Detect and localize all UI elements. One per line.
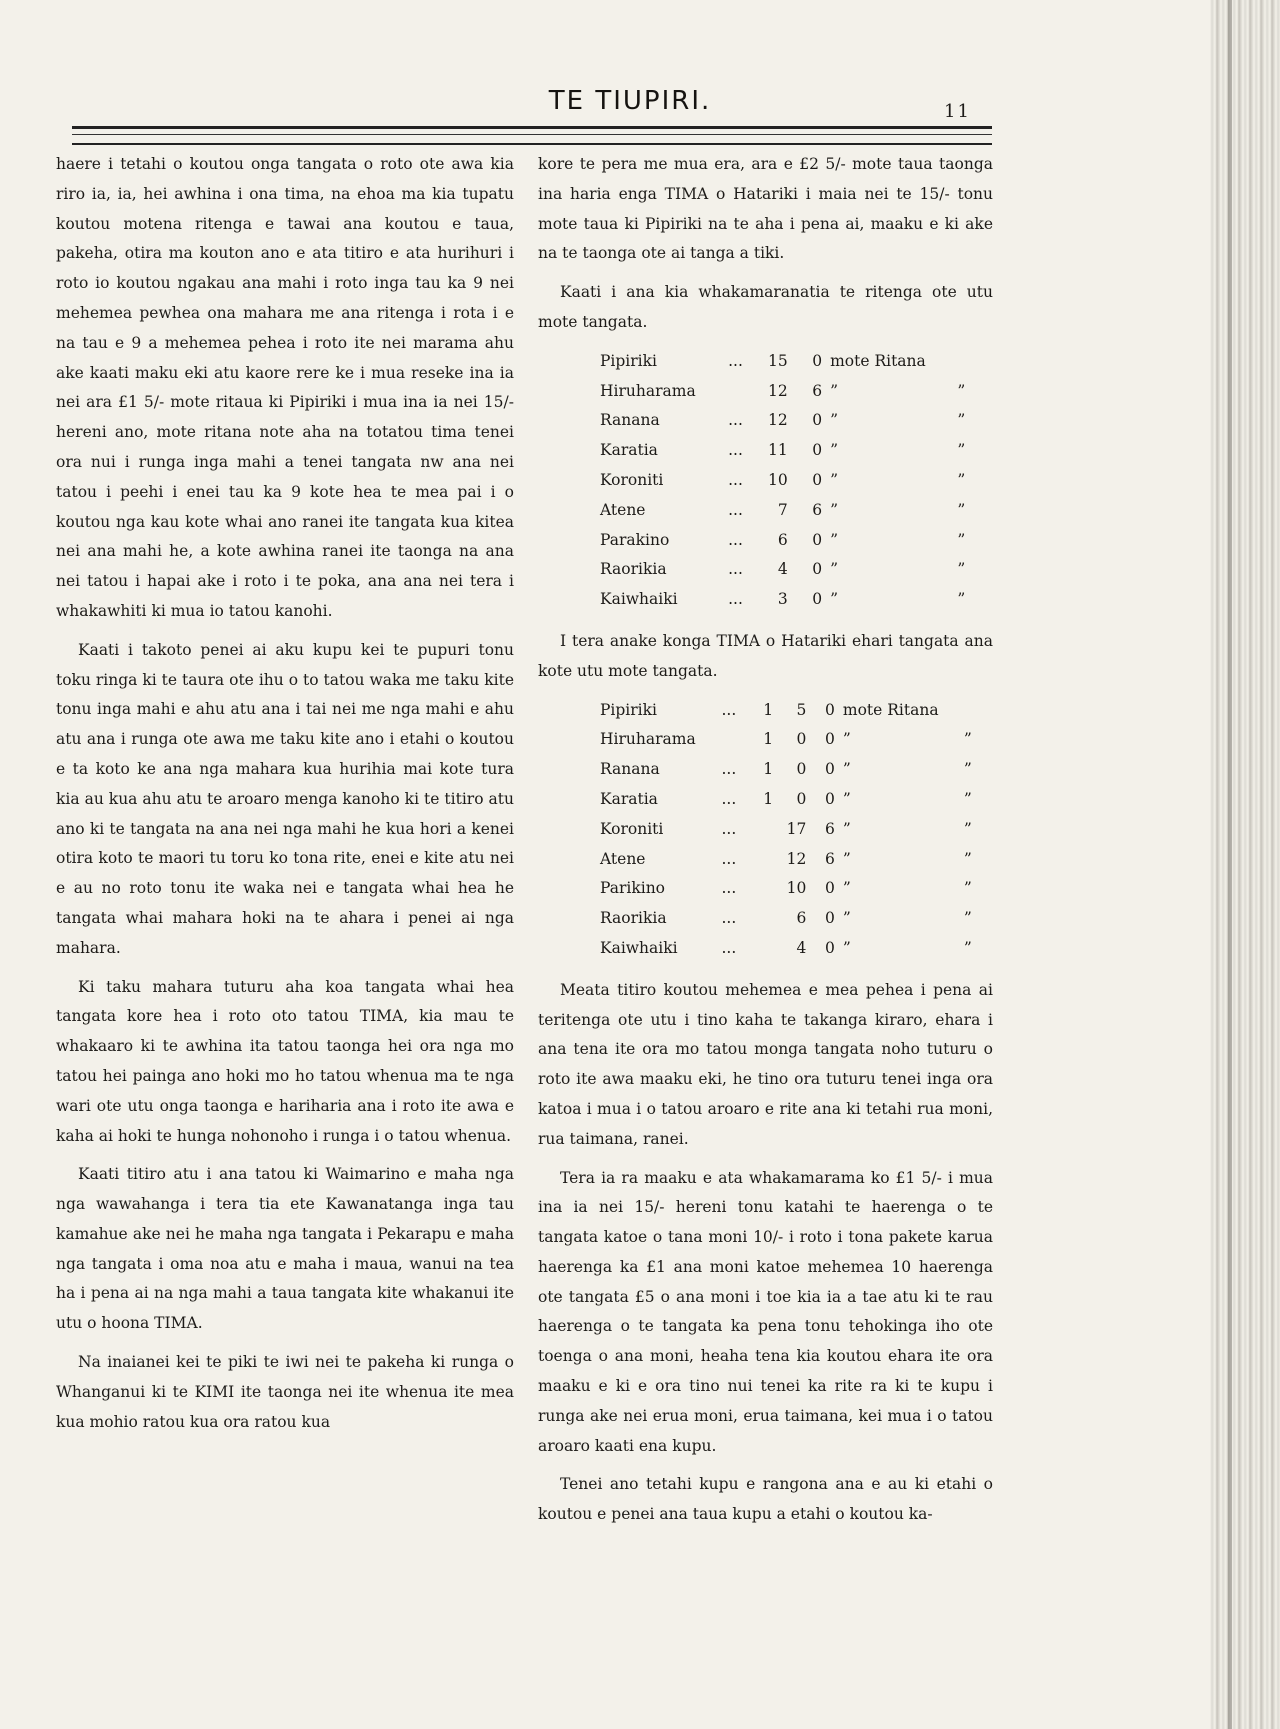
cell-place: Pipiriki [600,700,657,719]
cell-label: mote Ritana [830,351,926,370]
cell-dots: ... [721,700,737,719]
cell-ditto [943,696,993,726]
cell-a: 7 [777,500,788,519]
cell-c: 0 [825,700,835,719]
cell-b: 0 [796,789,807,808]
table-row [596,785,993,815]
table-row [596,845,993,875]
cell-a: 1 [763,730,774,749]
cell-place: Karatia [600,789,658,808]
cell-b: 0 [796,730,807,749]
cell-ditto: ” [963,819,972,838]
table-row [596,406,993,436]
page-number: 11 [944,101,971,122]
cell-a: 10 [768,470,788,489]
cell-b: 0 [812,351,823,370]
cell-b: 17 [786,819,807,838]
cell-label: ” [830,560,839,579]
cell-dots: ... [728,560,743,579]
fare-table-hatariki [596,696,993,964]
cell-a: 1 [763,789,774,808]
cell-label: ” [842,909,851,928]
cell-label: ” [830,500,839,519]
cell-b: 4 [796,938,807,957]
cell-place: Karatia [600,441,658,460]
cell-a [749,904,778,934]
cell-dots: ... [721,879,737,898]
cell-b: 10 [786,879,807,898]
header-rule-bottom [72,143,992,145]
cell-ditto: ” [957,381,966,400]
cell-ditto [930,347,993,377]
cell-c: 0 [825,909,835,928]
cell-place: Ranana [600,411,660,430]
cell-c: 0 [825,760,835,779]
cell-b: 12 [786,849,807,868]
cell-ditto: ” [957,530,966,549]
cell-ditto: ” [963,938,972,957]
scanned-page-edge-line [1228,0,1232,1729]
cell-c: 0 [825,730,835,749]
left-paragraph-1: haere i tetahi o koutou onga tangata o roto ote awa kia riro ia, ia, hei awhina i ona tima, na ehoa ma kia tupatu koutou motena ritenga e tawai ana koutou e taua, pakeha, otira ma kouton ano e ata titiro e ata hurihuri i roto io koutou ngakau ana mahi i roto inga tau ka 9 nei mehemea pewhea ona mahara me ana ritenga i rota i e na tau e 9 a mehemea pehea i roto ite nei marama ahu ake kaati maku eki atu kaore rere ke i mua reseke ina ia nei ara £1 5/- mote ritaua ki Pipiriki i mua ina ia nei 15/- hereni ano, mote ritana note aha na totatou tima tenei ora nui i runga inga mahi a tenei tangata nw ana nei tatou i peehi i enei tau ka 9 kote hea te mea pai i o koutou nga kau kote whai ano ranei ite tangata kua kitea nei ana mahi he, a kote awhina ranei ite taonga na ana nei tatou i hapai ake i roto i te poka, ana ana nei tera i whakawhiti ki mua io tatou kanohi. [56,155,514,620]
cell-place: Raorikia [600,909,667,928]
table-row [596,496,993,526]
fare-table-ritana [596,347,993,615]
cell-ditto: ” [963,760,972,779]
table-row [596,934,993,964]
cell-dots: ... [728,500,743,519]
cell-ditto: ” [957,441,966,460]
cell-label: ” [842,760,851,779]
cell-b: 6 [812,381,823,400]
table-row [596,585,993,615]
cell-ditto: ” [963,730,972,749]
cell-place: Koroniti [600,470,664,489]
cell-a: 1 [763,760,774,779]
table-row [596,815,993,845]
left-paragraph-4: Kaati titiro atu i ana tatou ki Waimarino e maha nga nga wawahanga i tera tia ete Kawanatanga inga tau kamahue ake nei he maha nga tangata i Pekarapu e maha nga tangata i oma noa atu e maha i maua, wanui na tea ha i pena ai na nga mahi a taua tangata kite whakanui ite utu o hoona TIMA. [56,1165,514,1333]
cell-dots [709,725,748,755]
cell-b: 5 [796,700,807,719]
cell-b: 6 [812,500,823,519]
cell-dots: ... [721,819,737,838]
cell-dots: ... [721,849,737,868]
table-row [596,725,993,755]
cell-ditto: ” [957,590,966,609]
right-paragraph-6: Tenei ano tetahi kupu e rangona ana e au ki etahi o koutou e penei ana taua kupu a etahi o koutou ka- [538,1475,993,1524]
cell-a: 4 [777,560,788,579]
cell-dots: ... [728,470,743,489]
cell-b: 0 [812,560,823,579]
table-row [596,555,993,585]
cell-place: Hiruharama [600,381,696,400]
cell-label: ” [842,789,851,808]
cell-c: 0 [825,879,835,898]
table-row [596,377,993,407]
cell-c: 6 [825,819,835,838]
cell-place: Pipiriki [600,351,657,370]
cell-place: Atene [600,500,646,519]
cell-place: Kaiwhaiki [600,938,678,957]
table-row [596,347,993,377]
left-column [56,150,514,1446]
cell-b: 0 [812,530,823,549]
cell-ditto: ” [963,909,972,928]
cell-label: ” [842,849,851,868]
cell-a [749,874,778,904]
left-paragraph-2: Kaati i takoto penei ai aku kupu kei te pupuri tonu toku ringa ki te taura ote ihu o to tatou waka me taku kite tonu inga mahi e ahu atu ana i tai nei me nga mahi e ahu atu ana i runga ote awa me taku kite ano i etahi o koutou e ta koto ke ana nga mahara kua hurihia mai kote tura kia au kua ahu atu te aroaro menga kanoho ki te titiro atu ano ki te tangata na ana nei nga mahi he kua hori a kenei otira koto te maori tu toru ko tona rite, enei e kite atu nei e au no roto tonu ite waka nei e tangata whai hea he tangata whai mahara hoki na te ahara i penei ai nga mahara. [56,640,514,957]
cell-place: Parakino [600,530,670,549]
left-paragraph-3: Ki taku mahara tuturu aha koa tangata whai hea tangata kore hea i roto oto tatou TIMA, kia mau te whakaaro ki te awhina ita tatou taonga hei ora nga mo tatou hei painga ano hoki mo ho tatou whenua ma te nga wari ote utu onga taonga e hariharia ana i roto ite awa e kaha ai hoki te hunga nohonoho i runga i o tatou whenua. [56,977,514,1145]
cell-dots: ... [728,441,743,460]
cell-label: ” [830,441,839,460]
cell-label: ” [830,470,839,489]
right-paragraph-2: Kaati i ana kia whakamaranatia te ritenga ote utu mote tangata. [538,283,993,331]
right-column [538,150,993,1539]
cell-label: ” [842,730,851,749]
cell-ditto: ” [963,849,972,868]
table-row [596,436,993,466]
cell-place: Raorikia [600,560,667,579]
cell-label: ” [842,819,851,838]
cell-label: ” [830,590,839,609]
header-rule-thin [72,134,992,135]
cell-a [749,934,778,964]
cell-ditto: ” [957,470,966,489]
cell-ditto: ” [963,789,972,808]
cell-b: 0 [796,760,807,779]
cell-dots: ... [721,909,737,928]
table-row [596,696,993,726]
cell-c: 6 [825,849,835,868]
cell-dots: ... [721,760,737,779]
right-paragraph-4: Meata titiro koutou mehemea e mea pehea i pena ai teritenga ote utu i tino kaha te takanga kiraro, ehara i ana tena ite ora mo tatou monga tangata noho tuturu o roto ite awa maaku eki, he tino ora tuturu tenei inga ora katoa i mua i o tatou aroaro e rite ana ki tetahi rua moni, rua taimana, ranei. [538,980,993,1148]
table-row [596,904,993,934]
header-rule-thick [72,126,992,129]
cell-a [749,845,778,875]
cell-b: 0 [812,470,823,489]
right-paragraph-5: Tera ia ra maaku e ata whakamarama ko £1 5/- i mua ina ia nei 15/- hereni tonu katahi te haerenga o te tangata katoe o tana moni 10/- i roto i tona pakete karua haerenga ka £1 ana moni katoe mehemea 10 haerenga ote tangata £5 o ana moni i toe kia ia a tae atu ki te rau haerenga o te tangata ka pena tonu tehokinga iho ote toenga o ana moni, heaha tena kia koutou ehara ite ora maaku e ki e ora tino nui tenei ka rite ra ki te kupu i runga ake nei erua moni, erua taimana, kei mua i o tatou aroaro kaati ena kupu. [538,1168,993,1455]
cell-place: Atene [600,849,646,868]
cell-dots: ... [721,938,737,957]
cell-a: 3 [777,590,788,609]
cell-label: ” [842,879,851,898]
scanned-page-edge [1210,0,1280,1729]
table-row [596,874,993,904]
cell-ditto: ” [957,560,966,579]
cell-dots: ... [728,351,743,370]
cell-place: Ranana [600,760,660,779]
cell-label: ” [842,938,851,957]
right-paragraph-3: I tera anake konga TIMA o Hatariki ehari tangata ana kote utu mote tangata. [538,631,993,680]
cell-ditto: ” [957,411,966,430]
cell-label: mote Ritana [842,700,939,719]
cell-b: 0 [812,590,823,609]
right-paragraph-1: kore te pera me mua era, ara e £2 5/- mote taua taonga ina haria enga TIMA o Hatariki i maia nei te 15/- tonu mote taua ki Pipiriki na te aha i pena ai, maaku e ki ake na te taonga ote ai tanga a tiki. [538,155,993,263]
cell-place: Kaiwhaiki [600,590,678,609]
page-header-title: TE TIUPIRI. [548,86,712,116]
cell-label: ” [830,411,839,430]
cell-a: 12 [768,411,788,430]
cell-label: ” [830,381,839,400]
cell-ditto: ” [963,879,972,898]
cell-place: Parikino [600,879,666,898]
cell-place: Hiruharama [600,730,696,749]
cell-dots: ... [728,411,743,430]
table-row [596,526,993,556]
cell-place: Koroniti [600,819,664,838]
cell-a [749,815,778,845]
cell-dots: ... [728,530,743,549]
cell-a: 15 [768,351,788,370]
cell-b: 6 [796,909,807,928]
table-row [596,466,993,496]
cell-c: 0 [825,938,835,957]
cell-b: 0 [812,441,823,460]
cell-dots [713,377,759,407]
cell-a: 11 [768,441,788,460]
cell-dots: ... [728,590,743,609]
cell-dots: ... [721,789,737,808]
cell-a: 1 [763,700,774,719]
cell-c: 0 [825,789,835,808]
left-paragraph-5: Na inaianei kei te piki te iwi nei te pakeha ki runga o Whanganui ki te KIMI ite taonga nei ite whenua ite mea kua mohio ratou kua ora ratou kua [56,1353,514,1431]
cell-label: ” [830,530,839,549]
cell-ditto: ” [957,500,966,519]
cell-b: 0 [812,411,823,430]
cell-a: 12 [768,381,788,400]
table-row [596,755,993,785]
cell-a: 6 [777,530,788,549]
